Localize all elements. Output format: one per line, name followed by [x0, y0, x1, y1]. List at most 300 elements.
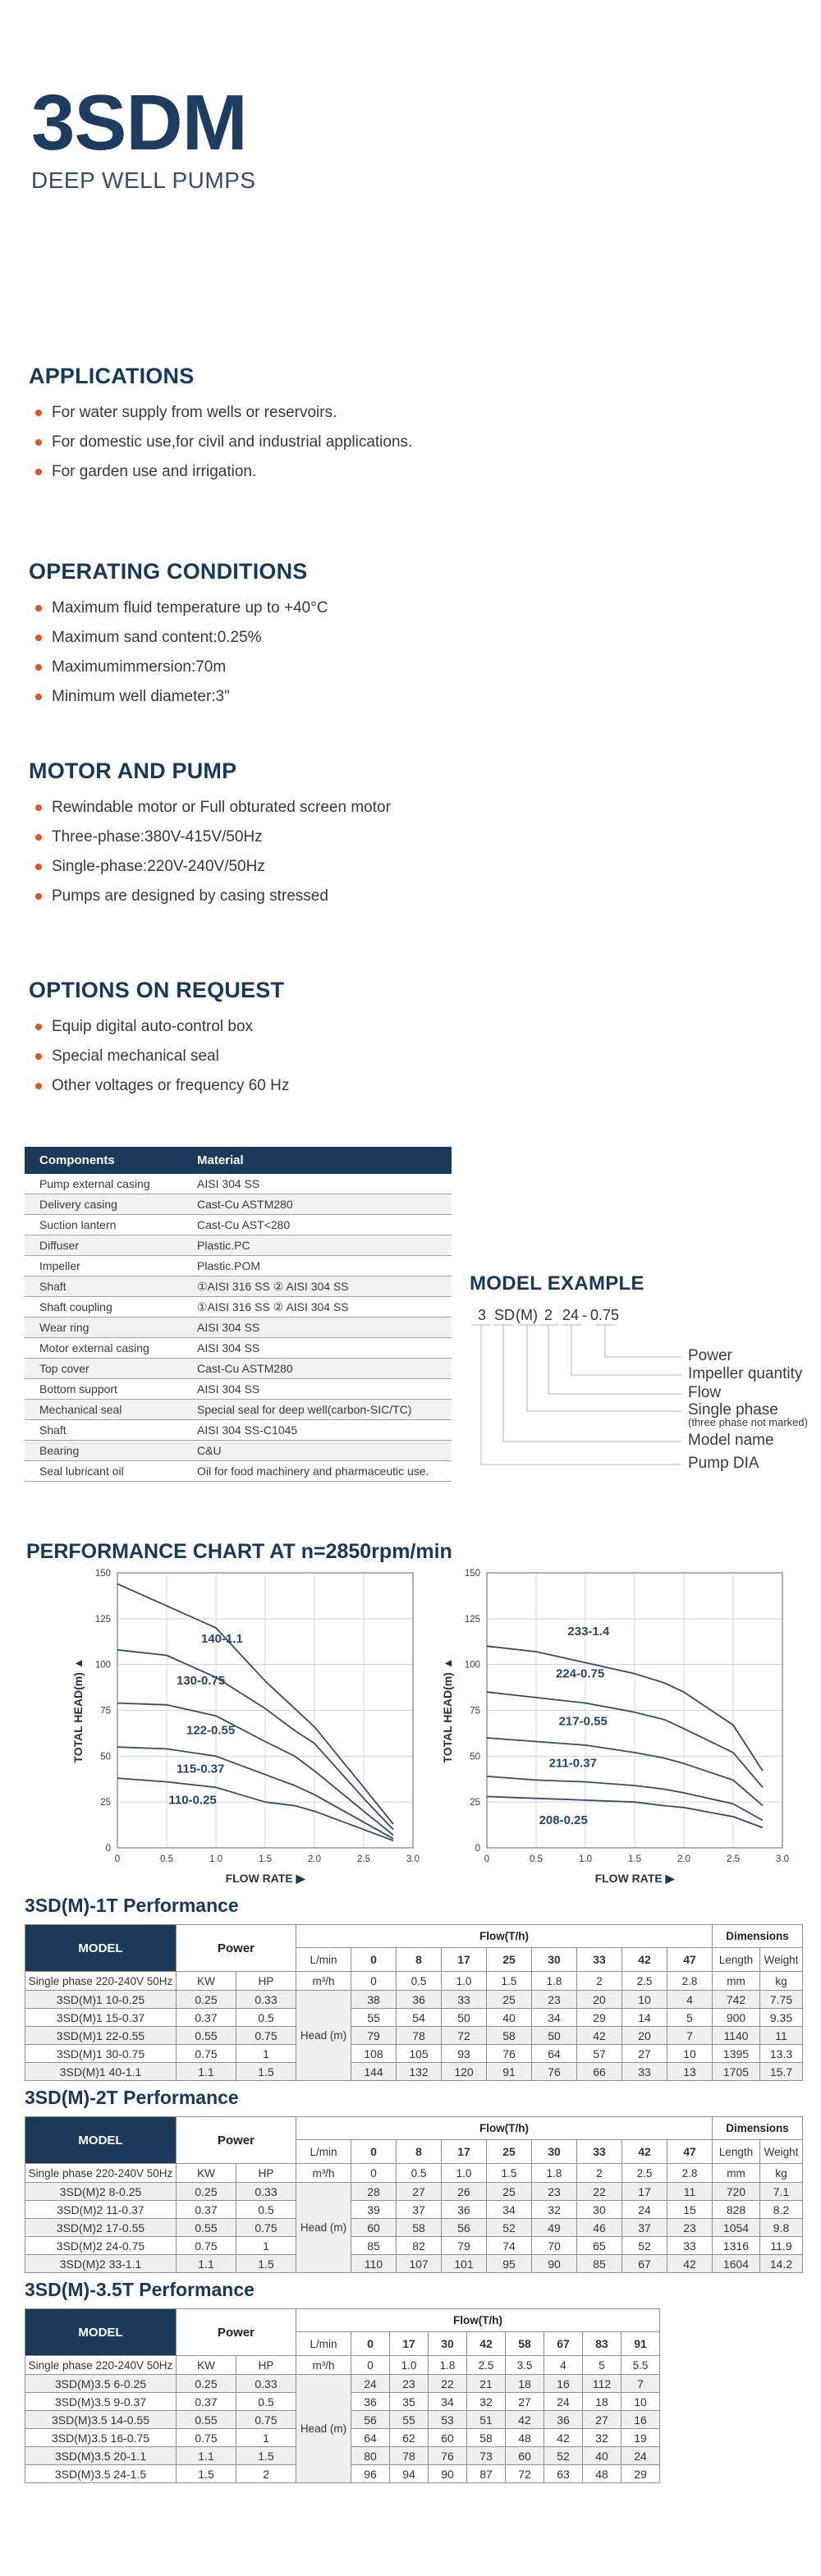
material-cell: AISI 304 SS	[182, 1174, 452, 1194]
bullet-icon	[35, 439, 42, 446]
m3h-value: 2	[577, 2164, 622, 2183]
model-code-token: 2	[544, 1307, 553, 1323]
head-value-cell: 39	[351, 2201, 397, 2219]
model-legend-label: Model name	[688, 1432, 774, 1449]
phase-label: Single phase 220-240V 50Hz	[25, 1972, 177, 1991]
component-cell: Shaft coupling	[25, 1297, 182, 1318]
head-value-cell: 74	[487, 2237, 532, 2255]
length-cell: 720	[713, 2183, 760, 2201]
bullet-item	[29, 852, 792, 882]
x-axis-label: FLOW RATE ▶	[594, 1872, 675, 1885]
connector-line	[527, 1325, 681, 1411]
lmin-value: 25	[487, 2140, 532, 2164]
head-m-cell: Head (m)	[296, 1991, 351, 2081]
m3h-value: 1.8	[429, 2356, 467, 2375]
y-tick-label: 25	[470, 1798, 480, 1808]
head-value-cell: 48	[506, 2429, 544, 2447]
table-row	[25, 1235, 452, 1256]
hp-cell: 1.5	[236, 2447, 296, 2465]
lmin-value: 83	[583, 2332, 621, 2356]
m3h-value: 2	[577, 1972, 622, 1991]
performance-table-1t	[25, 1895, 803, 2081]
model-cell: 3SD(M)1 40-1.1	[25, 2063, 177, 2081]
head-value-cell: 63	[544, 2465, 583, 2483]
connector-line	[503, 1325, 681, 1442]
m3h-label: m³/h	[296, 2164, 351, 2183]
length-cell: 900	[713, 2009, 760, 2027]
head-value-cell: 93	[442, 2045, 487, 2063]
m3h-label: m³/h	[296, 1972, 351, 1991]
length-cell: 828	[713, 2201, 760, 2219]
kw-cell: 0.75	[177, 2045, 236, 2063]
material-cell: Plastic.PC	[182, 1235, 452, 1256]
lmin-value: 33	[577, 2140, 622, 2164]
head-value-cell: 107	[397, 2255, 442, 2273]
power-header: Power	[177, 2117, 296, 2164]
head-value-cell: 105	[397, 2045, 442, 2063]
length-cell: 1054	[713, 2219, 760, 2237]
m3h-value: 5.5	[621, 2356, 660, 2375]
hp-cell: 0.33	[236, 2375, 296, 2393]
m3h-value: 0	[351, 2356, 390, 2375]
head-value-cell: 58	[397, 2219, 442, 2237]
head-value-cell: 22	[577, 2183, 622, 2201]
model-code-token: 24	[562, 1307, 580, 1323]
section-heading: APPLICATIONS	[29, 364, 195, 388]
y-tick-label: 75	[470, 1706, 480, 1717]
weight-cell: 7.75	[760, 1991, 803, 2009]
table-row	[25, 1441, 452, 1461]
head-value-cell: 66	[577, 2063, 622, 2081]
length-cell: 742	[713, 1991, 760, 2009]
hp-cell: 0.33	[236, 1991, 296, 2009]
head-value-cell: 85	[351, 2237, 397, 2255]
y-tick-label: 0	[475, 1844, 480, 1854]
bullet-item	[29, 398, 792, 428]
bullet-text: Minimum well diameter:3"	[52, 688, 230, 705]
table-row	[25, 1379, 452, 1400]
head-value-cell: 49	[532, 2219, 577, 2237]
head-value-cell: 17	[622, 2183, 667, 2201]
connector-line	[571, 1325, 681, 1375]
bullet-icon	[35, 804, 42, 811]
bullet-text: Maximumimmersion:70m	[52, 658, 227, 676]
head-value-cell: 29	[577, 2009, 622, 2027]
y-tick-label: 100	[464, 1660, 480, 1671]
bullet-item	[29, 793, 792, 823]
head-m-cell: Head (m)	[296, 2183, 351, 2273]
head-value-cell: 28	[351, 2183, 397, 2201]
model-code-token: 3	[478, 1307, 487, 1323]
model-code-token: 0.75	[590, 1307, 620, 1323]
curve-label: 130-0.75	[177, 1674, 226, 1689]
table-row	[25, 1174, 452, 1194]
table-row	[25, 1461, 452, 1482]
model-cell: 3SD(M)2 8-0.25	[25, 2183, 177, 2201]
component-cell: Bottom support	[25, 1379, 182, 1400]
head-value-cell: 87	[467, 2465, 506, 2483]
m3h-value: 1.5	[487, 2164, 532, 2183]
bullet-item	[29, 594, 792, 623]
head-value-cell: 33	[442, 1991, 487, 2009]
curve-label: 211-0.37	[548, 1756, 597, 1771]
material-cell: AISI 304 SS	[182, 1379, 452, 1400]
y-axis-label: TOTAL HEAD(m) ▲	[71, 1657, 85, 1763]
bullet-icon	[35, 893, 42, 900]
material-cell: Oil for food machinery and pharmaceutic use.	[182, 1461, 452, 1482]
head-value-cell: 32	[583, 2429, 621, 2447]
x-tick-label: 1.0	[209, 1854, 222, 1864]
bullet-list	[29, 1012, 792, 1101]
head-value-cell: 62	[390, 2429, 429, 2447]
model-code-token: (M)	[516, 1307, 538, 1323]
kw-cell: 0.75	[177, 2237, 236, 2255]
lmin-value: 58	[506, 2332, 544, 2356]
model-cell: 3SD(M)1 30-0.75	[25, 2045, 177, 2063]
head-value-cell: 29	[621, 2465, 660, 2483]
head-value-cell: 10	[621, 2393, 660, 2411]
hero	[31, 79, 256, 194]
head-value-cell: 67	[622, 2255, 667, 2273]
x-tick-label: 0	[484, 1854, 490, 1864]
bullet-icon	[35, 864, 42, 870]
x-tick-label: 0.5	[160, 1854, 173, 1864]
m3h-value: 1.8	[532, 1972, 577, 1991]
m3h-value: 2.5	[467, 2356, 506, 2375]
hp-cell: 1	[236, 2237, 296, 2255]
head-value-cell: 32	[532, 2201, 577, 2219]
table-row	[25, 2237, 803, 2255]
head-value-cell: 50	[532, 2027, 577, 2045]
component-cell: Mechanical seal	[25, 1400, 182, 1420]
performance-table	[25, 2116, 803, 2273]
table-header-row	[25, 2309, 660, 2332]
head-value-cell: 53	[429, 2411, 467, 2429]
head-value-cell: 25	[487, 2183, 532, 2201]
bullet-text: Special mechanical seal	[52, 1047, 219, 1065]
page-title: 3SDM	[31, 79, 247, 167]
bullet-item	[29, 428, 792, 457]
head-value-cell: 52	[544, 2447, 583, 2465]
bullet-item	[29, 882, 792, 911]
bullet-item	[29, 623, 792, 653]
kw-header: KW	[177, 2356, 236, 2375]
length-cell: 1140	[713, 2027, 760, 2045]
y-tick-label: 50	[100, 1752, 111, 1762]
table-row	[25, 1359, 452, 1379]
weight-cell: 7.1	[760, 2183, 803, 2201]
model-legend-label: Pump DIA	[688, 1455, 759, 1472]
m3h-value: 0.5	[397, 2164, 442, 2183]
head-value-cell: 14	[622, 2009, 667, 2027]
lmin-label: L/min	[296, 1948, 351, 1972]
component-cell: Delivery casing	[25, 1194, 182, 1215]
lmin-value: 67	[544, 2332, 583, 2356]
weight-cell: 9.8	[760, 2219, 803, 2237]
head-value-cell: 24	[544, 2393, 583, 2411]
head-value-cell: 34	[487, 2201, 532, 2219]
y-tick-label: 25	[100, 1798, 111, 1808]
table-row	[25, 1338, 452, 1359]
bullet-icon	[35, 410, 42, 416]
m3h-value: 0.5	[397, 1972, 442, 1991]
bullet-text: Maximum fluid temperature up to +40°C	[52, 599, 328, 616]
head-value-cell: 60	[506, 2447, 544, 2465]
material-cell: ①AISI 316 SS ② AISI 304 SS	[182, 1297, 452, 1318]
material-cell: Cast-Cu ASTM280	[182, 1194, 452, 1215]
mm-unit: mm	[713, 1972, 760, 1991]
model-cell: 3SD(M)2 17-0.55	[25, 2219, 177, 2237]
kw-cell: 0.25	[177, 1991, 236, 2009]
head-value-cell: 90	[532, 2255, 577, 2273]
power-header: Power	[177, 1925, 296, 1972]
head-value-cell: 55	[351, 2009, 397, 2027]
head-value-cell: 10	[667, 2045, 713, 2063]
connector-line	[481, 1325, 681, 1464]
head-value-cell: 70	[532, 2237, 577, 2255]
performance-table-title: 3SD(M)-1T Performance	[25, 1895, 239, 1916]
head-value-cell: 16	[621, 2411, 660, 2429]
phase-label: Single phase 220-240V 50Hz	[25, 2356, 177, 2375]
head-value-cell: 101	[442, 2255, 487, 2273]
bullet-icon	[35, 834, 42, 841]
head-value-cell: 95	[487, 2255, 532, 2273]
flow-header: Flow(T/h)	[296, 2309, 660, 2332]
kg-unit: kg	[760, 1972, 803, 1991]
model-cell: 3SD(M)3.5 6-0.25	[25, 2375, 177, 2393]
head-value-cell: 112	[583, 2375, 621, 2393]
head-value-cell: 76	[429, 2447, 467, 2465]
hp-cell: 1	[236, 2429, 296, 2447]
weight-header: Weight	[760, 2140, 803, 2164]
head-value-cell: 60	[429, 2429, 467, 2447]
lmin-value: 8	[397, 1948, 442, 1972]
component-cell: Suction lantern	[25, 1215, 182, 1235]
kw-cell: 0.55	[177, 2411, 236, 2429]
lmin-value: 91	[621, 2332, 660, 2356]
head-value-cell: 42	[544, 2429, 583, 2447]
weight-cell: 11	[760, 2027, 803, 2045]
material-cell: AISI 304 SS-C1045	[182, 1420, 452, 1441]
bullet-item	[29, 653, 792, 682]
table-header-row	[25, 2117, 803, 2140]
y-tick-label: 150	[94, 1569, 111, 1579]
x-tick-label: 1.5	[628, 1854, 641, 1864]
component-cell: Bearing	[25, 1441, 182, 1461]
y-tick-label: 150	[464, 1569, 480, 1579]
bullet-list	[29, 793, 792, 911]
model-cell: 3SD(M)1 22-0.55	[25, 2027, 177, 2045]
bullet-list	[29, 398, 792, 487]
lmin-value: 47	[667, 1948, 713, 1972]
table-row	[25, 1256, 452, 1277]
connector-line	[548, 1325, 681, 1394]
length-header: Length	[713, 1948, 760, 1972]
hp-cell: 1.5	[236, 2063, 296, 2081]
weight-cell: 11.9	[760, 2237, 803, 2255]
component-cell: Shaft	[25, 1420, 182, 1441]
head-value-cell: 91	[487, 2063, 532, 2081]
bullet-icon	[35, 635, 42, 641]
m3h-value: 0	[351, 2164, 397, 2183]
head-value-cell: 27	[397, 2183, 442, 2201]
head-value-cell: 132	[397, 2063, 442, 2081]
y-tick-label: 125	[464, 1614, 480, 1625]
model-cell: 3SD(M)2 33-1.1	[25, 2255, 177, 2273]
head-value-cell: 78	[397, 2027, 442, 2045]
bullet-text: Maximum sand content:0.25%	[52, 629, 262, 646]
curve-label: 208-0.25	[539, 1813, 588, 1827]
table-row	[25, 1420, 452, 1441]
head-value-cell: 120	[442, 2063, 487, 2081]
model-cell: 3SD(M)3.5 9-0.37	[25, 2393, 177, 2411]
bullet-icon	[35, 1024, 42, 1030]
component-cell: Pump external casing	[25, 1174, 182, 1194]
lmin-value: 42	[622, 1948, 667, 1972]
table-row	[25, 2063, 803, 2081]
model-cell: 3SD(M)3.5 14-0.55	[25, 2411, 177, 2429]
head-value-cell: 42	[667, 2255, 713, 2273]
head-value-cell: 34	[532, 2009, 577, 2027]
m3h-value: 1.8	[532, 2164, 577, 2183]
head-value-cell: 60	[351, 2219, 397, 2237]
curve-label: 110-0.25	[168, 1793, 217, 1808]
component-cell: Motor external casing	[25, 1338, 182, 1359]
m3h-value: 1.5	[487, 1972, 532, 1991]
table-row	[25, 1194, 452, 1215]
m3h-value: 2.5	[622, 2164, 667, 2183]
kw-cell: 1.1	[177, 2255, 236, 2273]
table-row	[25, 2255, 803, 2273]
bullet-text: For water supply from wells or reservoirs.	[52, 404, 337, 421]
kw-cell: 0.55	[177, 2027, 236, 2045]
bullet-list	[29, 594, 792, 712]
length-cell: 1604	[713, 2255, 760, 2273]
lmin-label: L/min	[296, 2140, 351, 2164]
weight-cell: 8.2	[760, 2201, 803, 2219]
head-value-cell: 76	[487, 2045, 532, 2063]
m3h-value: 0	[351, 1972, 397, 1991]
model-code-token: SD	[494, 1307, 516, 1323]
performance-table-title: 3SD(M)-2T Performance	[25, 2087, 239, 2108]
head-m-cell: Head (m)	[296, 2375, 351, 2483]
bullet-text: Single-phase:220V-240V/50Hz	[52, 858, 265, 875]
hp-header: HP	[236, 1972, 296, 1991]
section-applications	[29, 364, 792, 487]
x-tick-label: 1.0	[579, 1854, 592, 1864]
section-heading: OPERATING CONDITIONS	[29, 559, 308, 584]
kw-cell: 1.1	[177, 2447, 236, 2465]
bullet-icon	[35, 469, 42, 475]
table-row	[25, 1991, 803, 2009]
performance-table-2t	[25, 2087, 803, 2273]
head-value-cell: 35	[390, 2393, 429, 2411]
length-cell: 1316	[713, 2237, 760, 2255]
head-value-cell: 23	[667, 2219, 713, 2237]
model-cell: 3SD(M)2 11-0.37	[25, 2201, 177, 2219]
performance-chart-2t	[432, 1558, 805, 1891]
x-tick-label: 2.5	[357, 1854, 370, 1864]
head-value-cell: 56	[442, 2219, 487, 2237]
model-cell: 3SD(M)3.5 16-0.75	[25, 2429, 177, 2447]
power-header: Power	[177, 2309, 296, 2356]
head-value-cell: 21	[467, 2375, 506, 2393]
y-tick-label: 0	[105, 1844, 111, 1854]
kw-cell: 1.1	[177, 2063, 236, 2081]
bullet-item	[29, 1042, 792, 1071]
table-header-row	[25, 1925, 803, 1948]
head-value-cell: 24	[351, 2375, 390, 2393]
head-value-cell: 52	[622, 2237, 667, 2255]
lmin-label: L/min	[296, 2332, 351, 2356]
hp-cell: 0.5	[236, 2009, 296, 2027]
head-value-cell: 57	[577, 2045, 622, 2063]
head-value-cell: 32	[467, 2393, 506, 2411]
table-row	[25, 2045, 803, 2063]
head-value-cell: 34	[429, 2393, 467, 2411]
curve-label: 115-0.37	[177, 1762, 225, 1776]
head-value-cell: 40	[583, 2447, 621, 2465]
kg-unit: kg	[760, 2164, 803, 2183]
head-value-cell: 36	[351, 2393, 390, 2411]
dimensions-header: Dimensions	[713, 2117, 803, 2140]
x-tick-label: 1.5	[259, 1854, 272, 1864]
weight-header: Weight	[760, 1948, 803, 1972]
components-material-table	[25, 1147, 452, 1482]
material-cell: C&U	[182, 1441, 452, 1461]
hp-header: HP	[236, 2356, 296, 2375]
material-header: Material	[182, 1147, 452, 1174]
bullet-item	[29, 457, 792, 487]
head-value-cell: 46	[577, 2219, 622, 2237]
hp-cell: 0.33	[236, 2183, 296, 2201]
head-value-cell: 72	[442, 2027, 487, 2045]
component-cell: Seal lubricant oil	[25, 1461, 182, 1482]
head-value-cell: 72	[506, 2465, 544, 2483]
bullet-icon	[35, 1053, 42, 1060]
head-value-cell: 36	[442, 2201, 487, 2219]
mm-unit: mm	[713, 2164, 760, 2183]
bullet-item	[29, 1012, 792, 1042]
model-legend-label: Flow	[688, 1384, 722, 1401]
head-value-cell: 27	[583, 2411, 621, 2429]
head-value-cell: 94	[390, 2465, 429, 2483]
performance-chart-title: PERFORMANCE CHART AT n=2850rpm/min	[26, 1540, 452, 1563]
kw-cell: 0.25	[177, 2183, 236, 2201]
material-cell: AISI 304 SS	[182, 1318, 452, 1338]
head-value-cell: 18	[583, 2393, 621, 2411]
head-value-cell: 36	[544, 2411, 583, 2429]
head-value-cell: 11	[667, 2183, 713, 2201]
table-row	[25, 2219, 803, 2237]
head-value-cell: 76	[532, 2063, 577, 2081]
head-value-cell: 19	[621, 2429, 660, 2447]
x-axis-label: FLOW RATE ▶	[225, 1872, 305, 1885]
y-tick-label: 125	[94, 1614, 111, 1625]
head-value-cell: 85	[577, 2255, 622, 2273]
x-tick-label: 2.0	[677, 1854, 690, 1864]
head-value-cell: 90	[429, 2465, 467, 2483]
head-value-cell: 51	[467, 2411, 506, 2429]
head-value-cell: 42	[506, 2411, 544, 2429]
phase-label: Single phase 220-240V 50Hz	[25, 2164, 177, 2183]
performance-table-3-5t	[25, 2279, 660, 2483]
hp-cell: 1.5	[236, 2255, 296, 2273]
lmin-value: 17	[442, 2140, 487, 2164]
x-tick-label: 2.0	[308, 1854, 321, 1864]
x-tick-label: 3.0	[406, 1854, 420, 1864]
pump-curve	[487, 1692, 763, 1787]
